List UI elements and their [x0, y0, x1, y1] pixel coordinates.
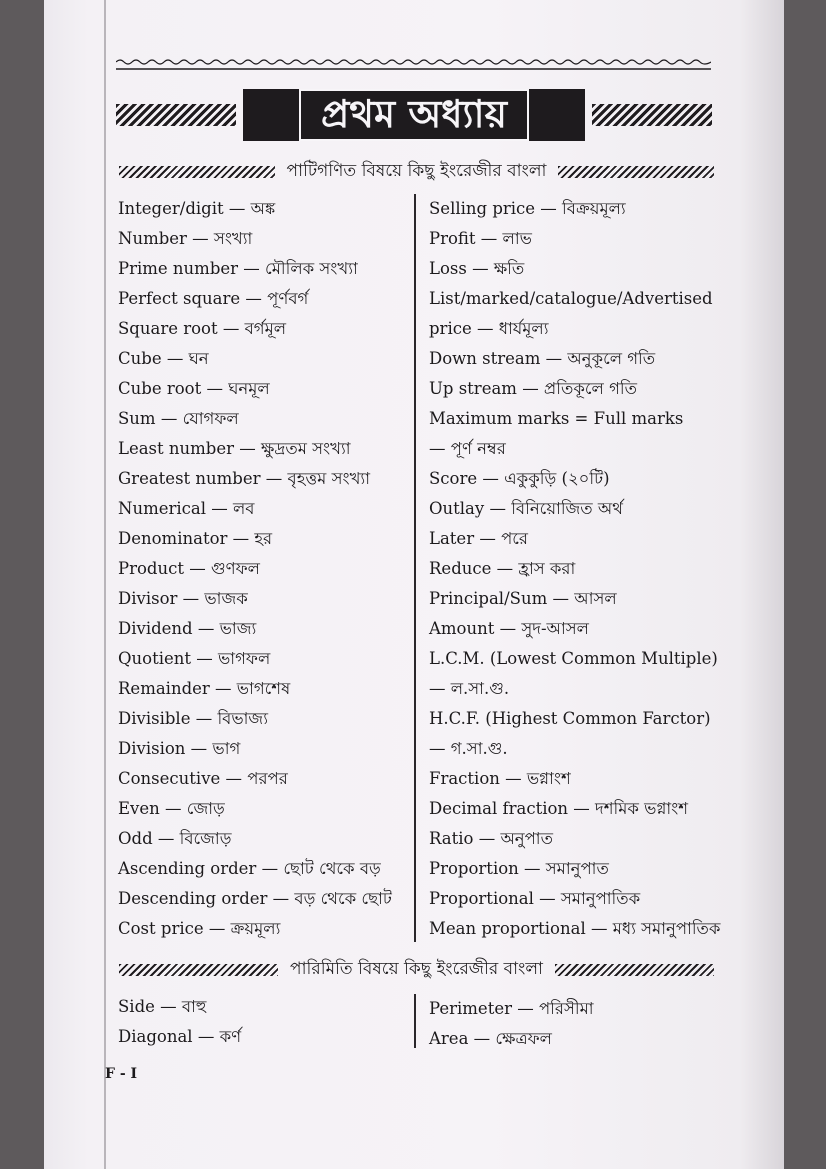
term-row: Integer/digit — অঙ্ক: [118, 199, 276, 218]
term-row: Consecutive — পরপর: [118, 769, 288, 788]
term-row: Selling price — বিক্রয়মূল্য: [429, 199, 626, 218]
term-row: price — ধার্যমূল্য: [429, 319, 549, 338]
top-wavy-rule: [116, 58, 711, 72]
term-row: — ল.সা.গু.: [429, 679, 510, 698]
term-row: Dividend — ভাজ্য: [118, 619, 257, 638]
section1-column-divider: [414, 194, 416, 942]
term-row: Area — ক্ষেত্রফল: [429, 1029, 552, 1048]
book-page: [44, 0, 784, 1169]
term-row: Outlay — বিনিয়োজিত অর্থ: [429, 499, 623, 518]
term-row: H.C.F. (Highest Common Farctor): [429, 709, 711, 728]
term-row: List/marked/catalogue/Advertised: [429, 289, 713, 308]
term-row: Fraction — ভগ্নাংশ: [429, 769, 571, 788]
title-hatch-left: [116, 104, 236, 126]
term-row: Amount — সুদ-আসল: [429, 619, 589, 638]
page-number: F - I: [105, 1066, 138, 1082]
term-row: Up stream — প্রতিকূলে গতি: [429, 379, 637, 398]
term-row: Divisible — বিভাজ্য: [118, 709, 268, 728]
term-row: Remainder — ভাগশেষ: [118, 679, 291, 698]
term-row: Score — একুকুড়ি (২০টি): [429, 469, 610, 488]
section2-right-column: [429, 994, 594, 1054]
term-row: Denominator — হর: [118, 529, 273, 548]
chapter-title-box: [243, 89, 585, 141]
term-row: Greatest number — বৃহত্তম সংখ্যা: [118, 469, 370, 488]
section1-right-column: [429, 194, 720, 944]
term-row: Maximum marks = Full marks: [429, 409, 684, 428]
chapter-title: প্রথম অধ্যায়: [299, 89, 529, 141]
term-row: Division — ভাগ: [118, 739, 241, 758]
heading-hatch-left: [119, 964, 278, 976]
term-row: Sum — যোগফল: [118, 409, 239, 428]
term-row: Proportional — সমানুপাতিক: [429, 889, 641, 908]
term-row: Even — জোড়: [118, 799, 225, 818]
term-row: Cube — ঘন: [118, 349, 209, 368]
term-row: — পূর্ণ নম্বর: [429, 439, 506, 458]
term-row: Square root — বর্গমূল: [118, 319, 287, 338]
term-row: Side — বাহু: [118, 997, 207, 1016]
heading-hatch-left: [119, 166, 275, 178]
term-row: Prime number — মৌলিক সংখ্যা: [118, 259, 358, 278]
title-hatch-right: [592, 104, 712, 126]
section1-heading-text: পাটিগণিত বিষয়ে কিছু ইংরেজীর বাংলা: [286, 161, 547, 181]
heading-hatch-right: [558, 166, 714, 178]
term-row: Divisor — ভাজক: [118, 589, 248, 608]
term-row: Numerical — লব: [118, 499, 255, 518]
term-row: Perfect square — পূর্ণবর্গ: [118, 289, 309, 308]
term-row: Ascending order — ছোট থেকে বড়: [118, 859, 381, 878]
term-row: Diagonal — কর্ণ: [118, 1027, 242, 1046]
term-row: Loss — ক্ষতি: [429, 259, 525, 278]
section2-heading-text: পারিমিতি বিষয়ে কিছু ইংরেজীর বাংলা: [290, 959, 543, 979]
section2-left-column: [118, 992, 241, 1052]
term-row: Down stream — অনুকূলে গতি: [429, 349, 656, 368]
page-margin-line: [104, 0, 106, 1169]
term-row: Proportion — সমানুপাত: [429, 859, 609, 878]
term-row: Number — সংখ্যা: [118, 229, 253, 248]
term-row: Odd — বিজোড়: [118, 829, 232, 848]
term-row: Mean proportional — মধ্য সমানুপাতিক: [429, 919, 721, 938]
section1-left-column: [118, 194, 392, 944]
term-row: L.C.M. (Lowest Common Multiple): [429, 649, 718, 668]
section2-column-divider: [414, 994, 416, 1048]
section2-heading: [119, 953, 714, 987]
section1-heading: [119, 155, 714, 189]
term-row: Quotient — ভাগফল: [118, 649, 271, 668]
term-row: Cube root — ঘনমূল: [118, 379, 270, 398]
heading-hatch-right: [555, 964, 714, 976]
term-row: Principal/Sum — আসল: [429, 589, 617, 608]
term-row: Later — পরে: [429, 529, 528, 548]
term-row: Decimal fraction — দশমিক ভগ্নাংশ: [429, 799, 689, 818]
term-row: Descending order — বড় থেকে ছোট: [118, 889, 392, 908]
term-row: Reduce — হ্রাস করা: [429, 559, 576, 578]
term-row: Cost price — ক্রয়মূল্য: [118, 919, 281, 938]
term-row: Perimeter — পরিসীমা: [429, 999, 594, 1018]
term-row: Profit — লাভ: [429, 229, 532, 248]
term-row: Least number — ক্ষুদ্রতম সংখ্যা: [118, 439, 351, 458]
term-row: Product — গুণফল: [118, 559, 260, 578]
term-row: — গ.সা.গু.: [429, 739, 508, 758]
term-row: Ratio — অনুপাত: [429, 829, 553, 848]
